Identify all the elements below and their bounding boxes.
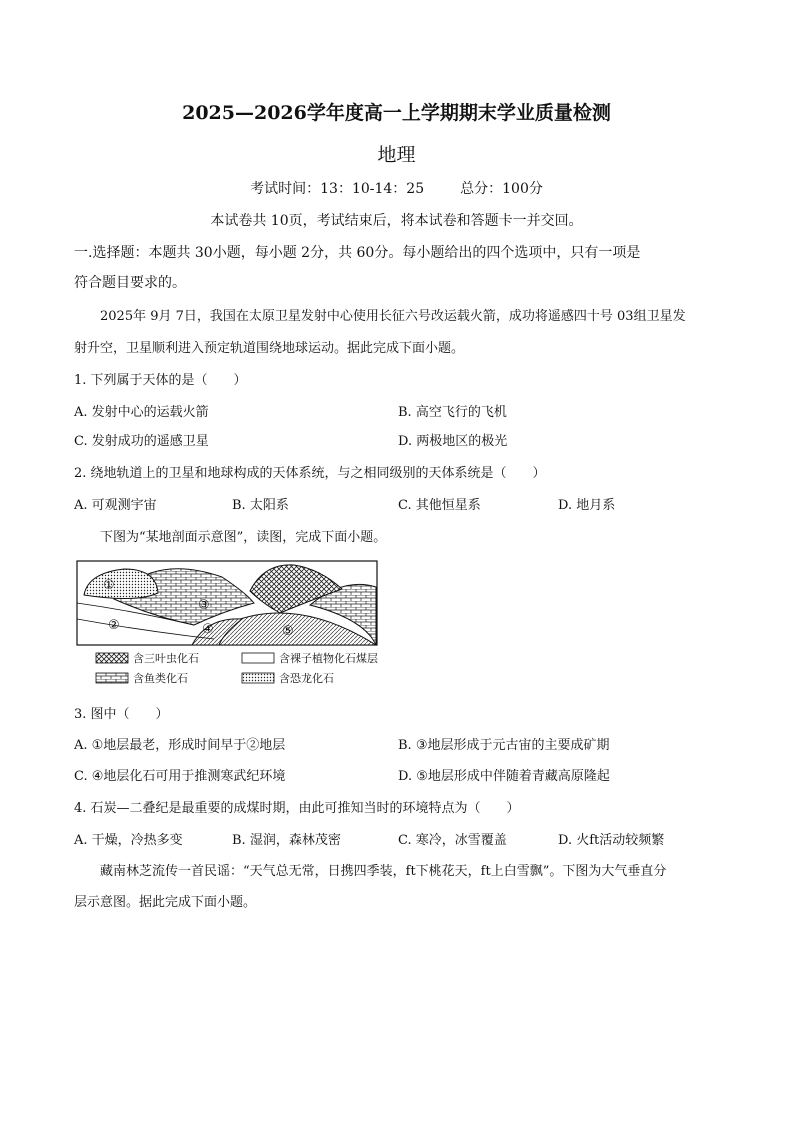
q1-option-c: C. 发射成功的遥感卫星 [74,434,209,449]
legend-gymnosperm-label: 含裸子植物化石煤层 [279,652,378,665]
q4-option-d: D. 火ft活动较频繁 [558,833,665,848]
geologic-profile-figure [74,559,382,691]
passage1-line1: 2025年 9月 7日，我国在太原卫星发射中心使用长征六号改运载火箭，成功将遥感四十号 03组卫星发 [100,309,686,324]
layer-label-3: ③ [198,598,210,613]
legend-swatch-fish [96,673,128,683]
layer-label-5: ⑤ [282,624,294,639]
legend-swatch-gymnosperm [242,653,274,663]
layer-label-4: ④ [202,622,214,637]
q3-option-a: A. ①地层最老，形成时间早于②地层 [74,738,286,753]
q4-option-c: C. 寒冷，冰雪覆盖 [398,833,507,848]
layer-label-1: ① [103,578,115,593]
legend-fish-label: 含鱼类化石 [133,672,188,685]
q1-stem: 1. 下列属于天体的是（ ） [74,373,247,388]
q3-option-b: B. ③地层形成于元古宙的主要成矿期 [398,738,610,753]
legend-dinosaur-label: 含恐龙化石 [279,672,334,685]
legend-swatch-dinosaur [242,673,274,683]
passage3-line2: 层示意图。据此完成下面小题。 [74,895,257,910]
section1-instruction-line2: 符合题目要求的。 [74,275,186,291]
q3-stem: 3. 图中（ ） [74,707,169,722]
legend-swatch-trilobite [96,653,128,663]
passage3-line1: 藏南林芝流传一首民谣：“天气总无常，日携四季装，ft下桃花天，ft上白雪飘”。下图为大气垂直分 [100,864,667,879]
exam-score: 总分：100分 [460,181,543,197]
q4-option-a: A. 干燥，冷热多变 [74,833,183,848]
q3-option-c: C. ④地层化石可用于推测寒武纪环境 [74,769,286,784]
exam-title: 2025—2026学年度高一上学期期末学业质量检测 [182,102,611,124]
exam-note: 本试卷共 10页，考试结束后，将本试卷和答题卡一并交回。 [210,213,583,229]
q2-option-b: B. 太阳系 [232,498,289,513]
q1-option-d: D. 两极地区的极光 [398,434,508,449]
exam-time: 考试时间：13：10-14：25 [250,181,425,197]
q4-option-b: B. 湿润，森林茂密 [232,833,341,848]
passage2-line1: 下图为“某地剖面示意图”，读图，完成下面小题。 [100,530,387,545]
layer-label-2: ② [108,618,120,633]
q1-option-b: B. 高空飞行的飞机 [398,405,507,420]
legend [96,651,378,685]
passage1-line2: 射升空，卫星顺利进入预定轨道围绕地球运动。据此完成下面小题。 [74,341,465,356]
q2-option-a: A. 可观测宇宙 [74,498,157,513]
section1-instruction-line1: 一.选择题：本题共 30小题，每小题 2分，共 60分。每小题给出的四个选项中，只有一项是 [74,245,641,261]
q2-option-c: C. 其他恒星系 [398,498,481,513]
q4-stem: 4. 石炭—二叠纪是最重要的成煤时期，由此可推知当时的环境特点为（ ） [74,801,520,816]
legend-trilobite-label: 含三叶虫化石 [133,652,199,665]
q3-option-d: D. ⑤地层形成中伴随着青藏高原隆起 [398,769,610,784]
q2-option-d: D. 地月系 [558,498,616,513]
q2-stem: 2. 绕地轨道上的卫星和地球构成的天体系统，与之相同级别的天体系统是（ ） [74,466,546,481]
exam-subject: 地理 [377,144,416,166]
profile-cross-section [77,561,377,645]
exam-meta [0,178,793,198]
q1-option-a: A. 发射中心的运载火箭 [74,405,209,420]
